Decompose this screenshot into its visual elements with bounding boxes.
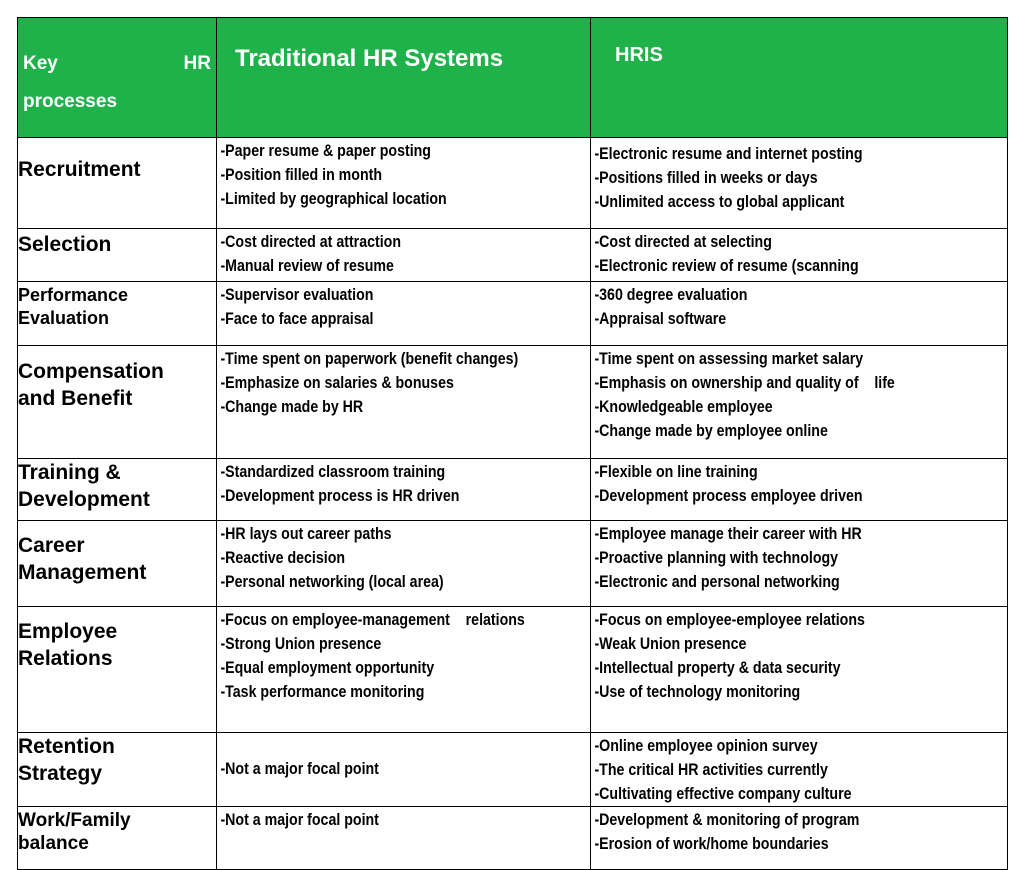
- list-item: -Supervisor evaluation: [220, 286, 374, 304]
- traditional-cell: [217, 282, 591, 346]
- table-row: [18, 607, 1008, 733]
- list-item: -Cost directed at attraction: [220, 233, 401, 251]
- header-processes-word: processes: [23, 91, 118, 112]
- process-line: Retention: [18, 735, 115, 758]
- list-item: -Cultivating effective company culture: [594, 785, 852, 803]
- process-line: Strategy: [18, 762, 103, 785]
- list-item: -Intellectual property & data security: [594, 659, 841, 677]
- traditional-cell: [217, 229, 591, 282]
- traditional-cell: [217, 521, 591, 607]
- hris-cell: [591, 346, 1008, 459]
- list-item: -Time spent on paperwork (benefit changes): [220, 350, 519, 368]
- process-line: Relations: [18, 647, 113, 670]
- list-item: -Paper resume & paper posting: [220, 142, 431, 160]
- list-item: -Task performance monitoring: [220, 683, 425, 701]
- list-item: -Development & monitoring of program: [594, 811, 860, 829]
- header-hr-word: HR: [183, 53, 211, 74]
- hris-cell: [591, 229, 1008, 282]
- process-line: Work/Family: [18, 810, 131, 831]
- process-line: Career: [18, 534, 85, 557]
- list-item: -Unlimited access to global applicant: [594, 193, 845, 211]
- traditional-cell: [217, 346, 591, 459]
- process-performance-evaluation: [18, 282, 217, 346]
- process-compensation-and-benefit: [18, 346, 217, 459]
- table-row: [18, 733, 1008, 807]
- hris-cell: [591, 607, 1008, 733]
- process-employee-relations: [18, 607, 217, 733]
- process-line: Development: [18, 488, 150, 511]
- process-training-and-development: [18, 459, 217, 521]
- list-item: -Cost directed at selecting: [594, 233, 772, 251]
- process-line: balance: [18, 833, 89, 854]
- list-item: -Electronic resume and internet posting: [594, 145, 863, 163]
- table-row: [18, 138, 1008, 229]
- list-item: -Use of technology monitoring: [594, 683, 801, 701]
- process-line: Evaluation: [18, 308, 110, 328]
- table-row: [18, 459, 1008, 521]
- table-row: [18, 346, 1008, 459]
- hris-cell: [591, 138, 1008, 229]
- list-item: -Focus on employee-management relations: [220, 611, 525, 629]
- list-item: -HR lays out career paths: [220, 525, 392, 543]
- list-item: -Knowledgeable employee: [594, 398, 773, 416]
- list-item: -Employee manage their career with HR: [594, 525, 862, 543]
- list-item: -Focus on employee-employee relations: [594, 611, 865, 629]
- list-item: -Face to face appraisal: [220, 310, 374, 328]
- table-row: [18, 521, 1008, 607]
- table-header-row: [18, 18, 1008, 138]
- list-item: -Development process is HR driven: [220, 487, 460, 505]
- list-item: -Change made by employee online: [594, 422, 828, 440]
- process-career-management: [18, 521, 217, 607]
- list-item: -Strong Union presence: [220, 635, 382, 653]
- list-item: -Position filled in month: [220, 166, 383, 184]
- traditional-cell: [217, 733, 591, 807]
- list-item: -Change made by HR: [220, 398, 364, 416]
- list-item: -Appraisal software: [594, 310, 727, 328]
- hris-cell: [591, 807, 1008, 870]
- header-key-word: Key: [23, 53, 58, 74]
- process-line: and Benefit: [18, 387, 133, 410]
- hris-cell: [591, 459, 1008, 521]
- traditional-cell: [217, 138, 591, 229]
- hris-cell: [591, 521, 1008, 607]
- table-row: [18, 807, 1008, 870]
- header-hris: HRIS: [591, 18, 1008, 138]
- traditional-cell: [217, 807, 591, 870]
- table-row: [18, 229, 1008, 282]
- list-item: -Electronic review of resume (scanning: [594, 257, 859, 275]
- list-item: -Not a major focal point: [220, 811, 379, 829]
- list-item: -360 degree evaluation: [594, 286, 748, 304]
- list-item: -Flexible on line training: [594, 463, 758, 481]
- list-item: -Reactive decision: [220, 549, 346, 567]
- list-item: -Erosion of work/home boundaries: [594, 835, 829, 853]
- list-item: -Emphasis on ownership and quality of life: [594, 374, 895, 392]
- process-line: Management: [18, 561, 147, 584]
- process-recruitment: Recruitment: [18, 138, 217, 229]
- hris-cell: [591, 733, 1008, 807]
- process-selection: Selection: [18, 229, 217, 282]
- list-item: -Proactive planning with technology: [594, 549, 839, 567]
- list-item: -Time spent on assessing market salary: [594, 350, 864, 368]
- header-key-hr-processes: [18, 18, 217, 138]
- list-item: -Electronic and personal networking: [594, 573, 840, 591]
- traditional-cell: [217, 459, 591, 521]
- traditional-cell: [217, 607, 591, 733]
- list-item: -Personal networking (local area): [220, 573, 444, 591]
- process-retention-strategy: [18, 733, 217, 807]
- process-line: Compensation: [18, 360, 164, 383]
- list-item: -Limited by geographical location: [220, 190, 447, 208]
- hr-comparison-table: [17, 17, 1008, 870]
- process-line: Employee: [18, 620, 118, 643]
- hris-cell: [591, 282, 1008, 346]
- list-item: -Online employee opinion survey: [594, 737, 818, 755]
- header-traditional: Traditional HR Systems: [217, 18, 591, 138]
- process-work-family-balance: [18, 807, 217, 870]
- table-row: [18, 282, 1008, 346]
- list-item: -Not a major focal point: [220, 760, 379, 778]
- process-line: Performance: [18, 285, 129, 305]
- list-item: -The critical HR activities currently: [594, 761, 828, 779]
- list-item: -Development process employee driven: [594, 487, 863, 505]
- list-item: -Weak Union presence: [594, 635, 747, 653]
- list-item: -Standardized classroom training: [220, 463, 446, 481]
- list-item: -Manual review of resume: [220, 257, 394, 275]
- list-item: -Equal employment opportunity: [220, 659, 435, 677]
- list-item: -Emphasize on salaries & bonuses: [220, 374, 454, 392]
- process-line: Training &: [18, 461, 121, 484]
- list-item: -Positions filled in weeks or days: [594, 169, 818, 187]
